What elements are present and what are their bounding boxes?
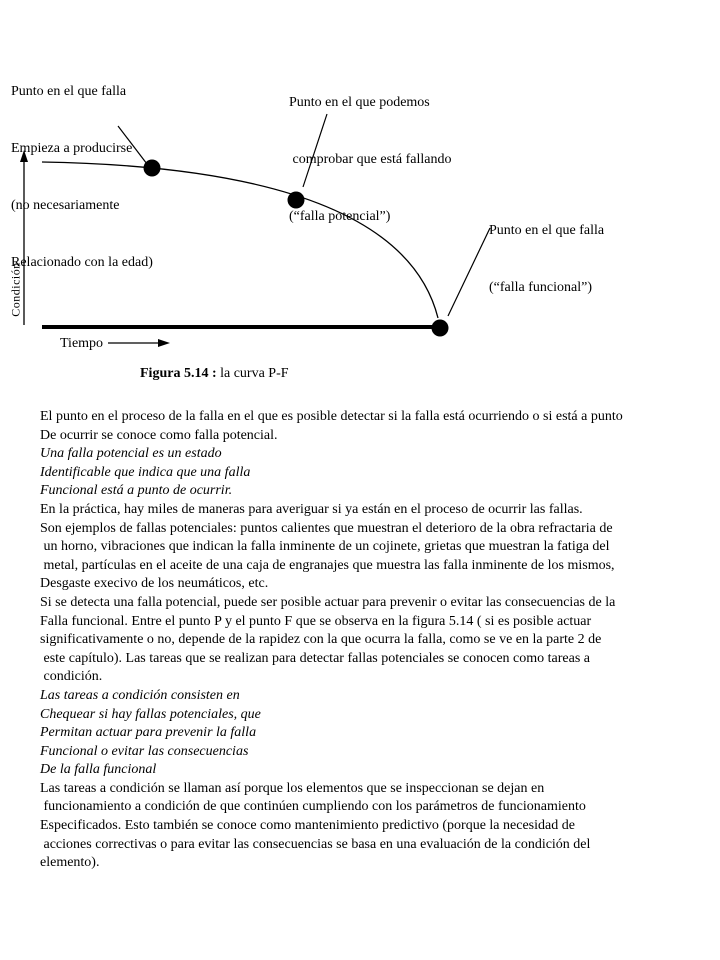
body-line: Una falla potencial es un estado	[40, 446, 222, 462]
y-axis-label: Condición	[8, 262, 23, 317]
body-line: un horno, vibraciones que indican la falla inminente de un cojinete, grietas que muestran la fatiga del	[40, 539, 610, 555]
body-line: En la práctica, hay miles de maneras para averiguar si ya están en el proceso de ocurrir las fallas.	[40, 501, 583, 517]
figure-caption	[140, 366, 289, 382]
body-line: Falla funcional. Entre el punto P y el punto F que se observa en la figura 5.14 ( si es posible actuar	[40, 613, 592, 629]
body-line: Las tareas a condición consisten en	[40, 687, 240, 703]
body-line: Si se detecta una falla potencial, puede ser posible actuar para prevenir o evitar las consecuencias de la	[40, 594, 616, 610]
body-line: acciones correctivas o para evitar las consecuencias se basa en una evaluación de la condición del	[40, 836, 591, 852]
body-line: significativamente o no, depende de la rapidez con la que ocurra la falla, como se ve en la parte 2 de	[40, 632, 602, 648]
body-line: Desgaste execivo de los neumáticos, etc.	[40, 576, 269, 592]
label-functional-failure	[489, 183, 604, 316]
body-line: Las tareas a condición se llaman así porque los elementos que se inspeccionan se dejan en	[40, 780, 545, 796]
body-line: Permitan actuar para prevenir la falla	[40, 725, 257, 741]
label-failure-start	[11, 44, 153, 291]
body-line: Identificable que indica que una falla	[40, 464, 251, 480]
body-line: metal, partículas en el aceite de una caja de engranajes que muestra las falla inminente de los mismos,	[40, 557, 615, 573]
body-line: condición.	[40, 669, 103, 685]
body-line: funcionamiento a condición de que continúen cumpliendo con los parámetros de funcionamiento	[40, 799, 586, 815]
body-line: Especificados. Esto también se conoce como mantenimiento predictivo (porque la necesidad de	[40, 818, 575, 834]
pointer-line-functional	[448, 228, 490, 316]
body-line: Funcional o evitar las consecuencias	[40, 743, 249, 759]
body-line: De la falla funcional	[40, 762, 157, 778]
label-failure-start-line: Empieza a producirse	[11, 141, 133, 156]
label-potential-failure-line: comprobar que está fallando	[289, 152, 452, 167]
body-text	[40, 408, 716, 873]
label-potential-failure	[289, 55, 452, 245]
figure-title: la curva P-F	[220, 366, 289, 381]
body-line: El punto en el proceso de la falla en el que es posible detectar si la falla está ocurriendo o si está a punto	[40, 409, 623, 424]
body-line: Son ejemplos de fallas potenciales: puntos calientes que muestran el deterioro de la obra refractaria de	[40, 520, 613, 536]
label-failure-start-line: Punto en el que falla	[11, 84, 127, 99]
point-functional-failure	[432, 320, 449, 337]
time-arrowhead	[158, 339, 170, 347]
x-axis-label: Tiempo	[60, 336, 104, 351]
label-failure-start-line: Relacionado con la edad)	[11, 255, 153, 270]
label-potential-failure-line: (“falla potencial”)	[289, 209, 391, 224]
label-functional-failure-line: (“falla funcional”)	[489, 280, 592, 295]
body-line: De ocurrir se conoce como falla potencial.	[40, 427, 278, 443]
body-line: Chequear si hay fallas potenciales, que	[40, 706, 261, 722]
label-failure-start-line: (no necesariamente	[11, 198, 120, 213]
label-potential-failure-line: Punto en el que podemos	[289, 95, 430, 110]
body-line: este capítulo). Las tareas que se realizan para detectar fallas potenciales se conocen como tareas a	[40, 650, 590, 666]
body-line: elemento).	[40, 855, 100, 871]
body-line: Funcional está a punto de ocurrir.	[40, 483, 233, 499]
figure-number: Figura 5.14 :	[140, 366, 217, 381]
label-functional-failure-line: Punto en el que falla	[489, 223, 605, 238]
